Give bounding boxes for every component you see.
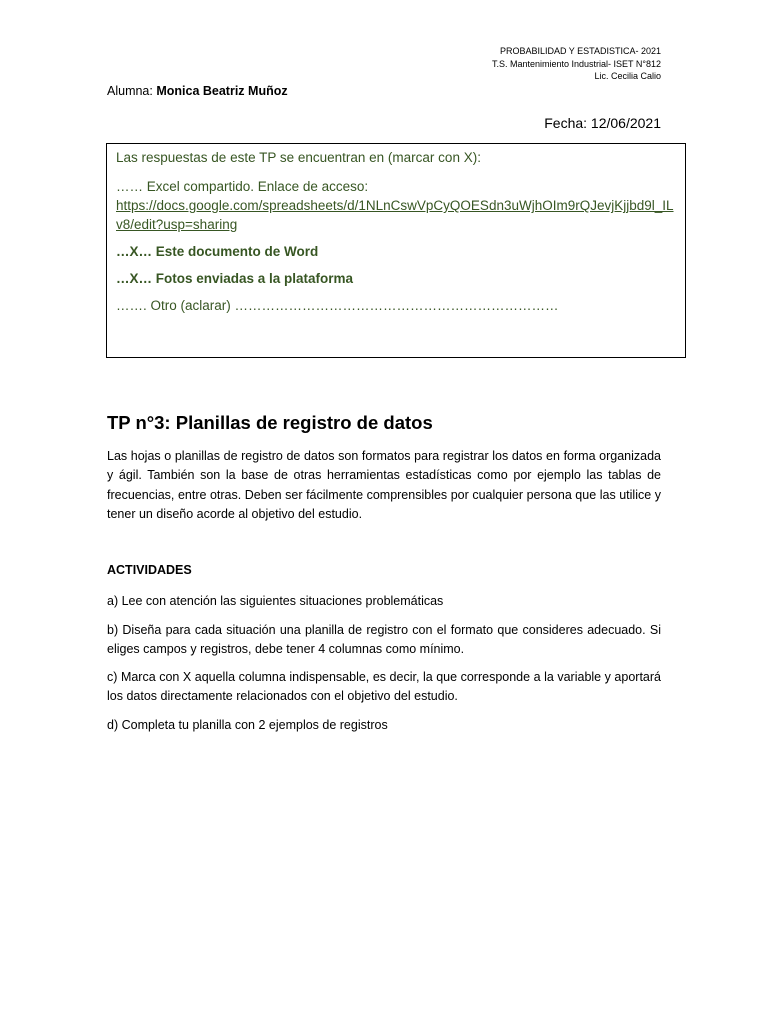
- date-line: Fecha: 12/06/2021: [544, 115, 661, 131]
- activities-heading: ACTIVIDADES: [107, 563, 192, 577]
- other-option: ……. Otro (aclarar) ………………………………………………………………: [116, 298, 559, 313]
- page-title: TP n°3: Planillas de registro de datos: [107, 412, 433, 433]
- student-line: [107, 84, 288, 98]
- activity-d: d) Completa tu planilla con 2 ejemplos de registros: [107, 718, 388, 732]
- course-program: T.S. Mantenimiento Industrial- ISET N°812: [491, 58, 661, 69]
- course-title: PROBABILIDAD Y ESTADISTICA- 2021: [499, 46, 661, 56]
- student-name: Monica Beatriz Muñoz: [156, 84, 288, 98]
- excel-option: …… Excel compartido. Enlace de acceso:: [116, 179, 369, 194]
- intro-paragraph: Las hojas o planillas de registro de datos son formatos para registrar los datos en forma organizada y ágil. También son la base de otras herramientas estadísticas como por ejemplo las tablas de frecuencias, entre otras. Deben ser fácilmente comprensibles por cualquier persona que las utilice y tener un diseño acorde al objetivo del estudio.: [107, 449, 661, 521]
- activity-a: a) Lee con atención las siguientes situaciones problemáticas: [107, 594, 444, 608]
- excel-link[interactable]: https://docs.google.com/spreadsheets/d/1NLnCswVpCyQOESdn3uWjhOIm9rQJevjKjjbd9l_ILv8/edit?usp=sharing: [116, 198, 674, 232]
- answer-box-intro: Las respuestas de este TP se encuentran en (marcar con X):: [116, 150, 481, 165]
- course-header: [492, 45, 661, 83]
- answer-location-box: [106, 143, 686, 358]
- photos-option: …X… Fotos enviadas a la plataforma: [116, 271, 354, 286]
- student-label: Alumna:: [107, 84, 157, 98]
- activity-b: b) Diseña para cada situación una planilla de registro con el formato que consideres adecuado. Si eliges campos y registros, debe tener 4 columnas como mínimo.: [107, 623, 661, 656]
- word-option: …X… Este documento de Word: [116, 244, 319, 259]
- activity-c: c) Marca con X aquella columna indispensable, es decir, la que corresponde a la variable y aportará los datos directamente relacionados con el objetivo del estudio.: [107, 670, 661, 703]
- teacher-name: Lic. Cecilia Calio: [594, 71, 661, 81]
